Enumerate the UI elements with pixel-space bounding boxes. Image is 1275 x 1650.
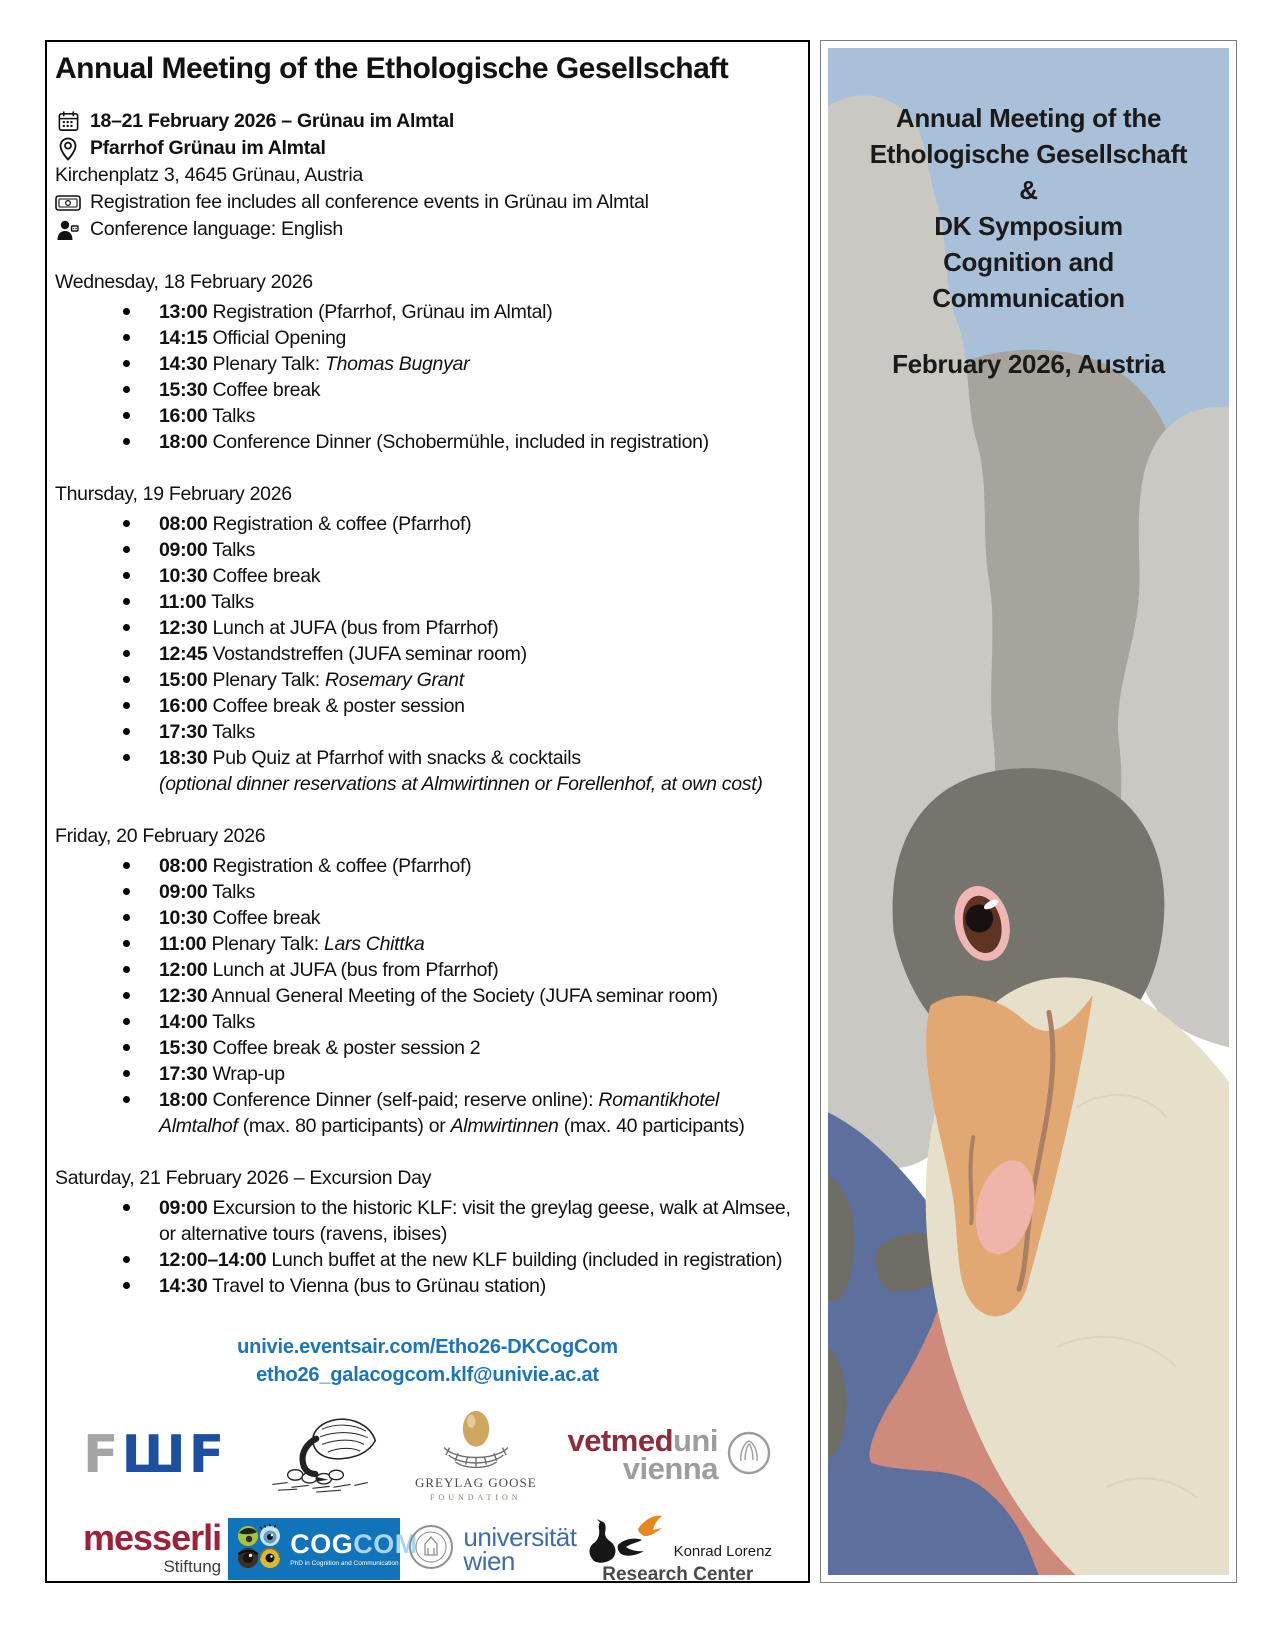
item-text: Talks — [212, 405, 256, 427]
item-time: 15:30 — [159, 379, 208, 401]
schedule-item — [55, 429, 800, 455]
day-item-list — [55, 1195, 800, 1299]
event-meta-row — [55, 108, 800, 135]
schedule-item — [55, 403, 800, 429]
konrad-lorenz-research-center-logo — [584, 1513, 772, 1584]
schedule-item — [55, 1195, 800, 1247]
program-panel — [45, 40, 810, 1583]
item-time: 12:30 — [159, 985, 208, 1007]
item-text: Pub Quiz at Pfarrhof with snacks & cocktails — [212, 747, 581, 769]
schedule-item — [55, 931, 800, 957]
ggf-subtitle: FOUNDATION — [430, 1493, 522, 1502]
item-time: 09:00 — [159, 539, 208, 561]
schedule-item — [55, 1035, 800, 1061]
fwf-letter: F — [83, 1425, 122, 1485]
item-time: 10:30 — [159, 907, 208, 929]
item-time: 11:00 — [159, 933, 207, 955]
cogcom-name-1: COG — [290, 1529, 354, 1559]
item-time: 16:00 — [159, 405, 208, 427]
item-time: 12:00–14:00 — [159, 1249, 267, 1271]
item-text: Lunch buffet at the new KLF building (included in registration) — [271, 1249, 783, 1271]
schedule-day — [55, 481, 800, 797]
day-heading: Friday, 20 February 2026 — [55, 825, 266, 847]
registration-link[interactable]: univie.eventsair.com/Etho26-DKCogCom — [237, 1336, 618, 1358]
schedule-item — [55, 299, 800, 325]
schedule-item — [55, 537, 800, 563]
links-block — [55, 1333, 800, 1389]
event-meta-text: Conference language: English — [90, 218, 343, 240]
item-time: 14:00 — [159, 1011, 208, 1033]
day-item-list — [55, 511, 800, 797]
schedule-item — [55, 745, 800, 797]
poster-title-line: & — [1019, 175, 1038, 205]
day-item-list — [55, 299, 800, 455]
item-time: 14:15 — [159, 327, 208, 349]
schedule-item — [55, 983, 800, 1009]
poster-title-line: Cognition and — [943, 247, 1114, 277]
schedule-item — [55, 377, 800, 403]
schedule-item — [55, 905, 800, 931]
univie-line-1: universität — [463, 1522, 577, 1552]
schedule-item — [55, 511, 800, 537]
item-time: 11:00 — [159, 591, 207, 613]
item-time: 10:30 — [159, 565, 208, 587]
item-text: Coffee break — [212, 565, 321, 587]
item-text: Talks — [212, 881, 256, 903]
poster-title-line: Ethologische Gesellschaft — [869, 139, 1188, 169]
poster-title-line: DK Symposium — [934, 211, 1123, 241]
greylag-goose-foundation-logo — [415, 1408, 537, 1502]
schedule-item — [55, 853, 800, 879]
item-time: 14:30 — [159, 353, 208, 375]
item-text: Conference Dinner (Schobermühle, included in registration) — [212, 431, 709, 453]
schedule — [55, 269, 800, 1299]
univie-seal-icon — [407, 1523, 455, 1576]
schedule-item — [55, 667, 800, 693]
item-time: 09:00 — [159, 881, 208, 903]
item-text: Plenary Talk: — [211, 933, 324, 955]
banknote-icon — [55, 193, 81, 213]
schedule-item — [55, 563, 800, 589]
event-meta-row — [55, 135, 800, 162]
greylag-goose-drawing — [258, 1412, 384, 1499]
sponsor-logos-row-1 — [55, 1411, 800, 1502]
item-text: Coffee break & poster session 2 — [212, 1037, 481, 1059]
cogcom-eyes-icon — [236, 1524, 282, 1575]
schedule-item — [55, 1273, 800, 1299]
item-text: Plenary Talk: — [212, 353, 325, 375]
item-text: Talks — [212, 721, 256, 743]
item-time: 15:00 — [159, 669, 208, 691]
item-text: (max. 40 participants) — [558, 1115, 745, 1137]
item-time: 08:00 — [159, 855, 208, 877]
page-title: Annual Meeting of the Ethologische Gesellschaft — [55, 52, 729, 85]
schedule-item — [55, 1247, 800, 1273]
schedule-item — [55, 693, 800, 719]
day-heading: Saturday, 21 February 2026 – Excursion Day — [55, 1167, 432, 1189]
event-meta-text: Kirchenplatz 3, 4645 Grünau, Austria — [55, 164, 363, 186]
uni-text: uni — [673, 1423, 718, 1458]
klf-geese-icon — [584, 1513, 670, 1570]
item-text: Travel to Vienna (bus to Grünau station) — [212, 1275, 546, 1297]
fwf-logo — [83, 1425, 228, 1485]
item-time: 18:00 — [159, 1089, 208, 1111]
item-text: Annual General Meeting of the Society (JUFA seminar room) — [211, 985, 718, 1007]
goose-illustration — [828, 48, 1229, 1575]
schedule-item — [55, 325, 800, 351]
poster-title-lines — [828, 100, 1229, 316]
item-time: 18:00 — [159, 431, 208, 453]
vetmeduni-vienna-logo — [567, 1423, 772, 1486]
item-time: 12:00 — [159, 959, 208, 981]
contact-email-link[interactable]: etho26_galacogcom.klf@univie.ac.at — [256, 1364, 599, 1386]
schedule-item — [55, 615, 800, 641]
klf-subtitle: Research Center — [602, 1563, 754, 1583]
poster-date: February 2026, Austria — [892, 349, 1165, 379]
item-text: Talks — [211, 591, 255, 613]
item-text: Registration & coffee (Pfarrhof) — [212, 513, 472, 535]
schedule-item — [55, 957, 800, 983]
item-text: Wrap-up — [212, 1063, 285, 1085]
schedule-item — [55, 1061, 800, 1087]
poster-title — [828, 100, 1229, 382]
language-icon — [55, 218, 81, 242]
day-item-list — [55, 853, 800, 1139]
cogcom-logo — [228, 1518, 418, 1580]
klf-name: Konrad Lorenz — [673, 1542, 772, 1560]
item-text: Registration & coffee (Pfarrhof) — [212, 855, 472, 877]
item-text: Almwirtinnen — [450, 1115, 559, 1137]
location-pin-icon — [55, 137, 81, 161]
event-meta-row — [55, 216, 800, 243]
universitaet-wien-logo — [407, 1523, 576, 1576]
cogcom-name-2: COM — [353, 1529, 418, 1559]
poster-title-line: Annual Meeting of the — [895, 103, 1162, 133]
sponsor-logos-row-2 — [55, 1507, 800, 1583]
schedule-item — [55, 351, 800, 377]
cogcom-subtitle: PhD in Cognition and Communication — [290, 1560, 399, 1567]
item-text: Lars Chittka — [323, 933, 425, 955]
messerli-stiftung-logo — [83, 1517, 222, 1577]
messerli-name: messerli — [83, 1517, 222, 1558]
item-time: 17:30 — [159, 1063, 208, 1085]
item-time: 15:30 — [159, 1037, 208, 1059]
item-note: (optional dinner reservations at Almwirtinnen or Forellenhof, at own cost) — [159, 773, 763, 795]
item-time: 12:30 — [159, 617, 208, 639]
item-text: Plenary Talk: — [212, 669, 325, 691]
schedule-item — [55, 719, 800, 745]
item-text: Talks — [212, 1011, 256, 1033]
item-time: 09:00 — [159, 1197, 208, 1219]
item-text: Lunch at JUFA (bus from Pfarrhof) — [212, 617, 499, 639]
ggf-name: GREYLAG GOOSE — [414, 1475, 537, 1490]
schedule-item — [55, 641, 800, 667]
messerli-subtitle: Stiftung — [163, 1557, 222, 1576]
vetmed-seal-icon — [726, 1430, 772, 1481]
event-meta-row — [55, 189, 800, 216]
item-time: 08:00 — [159, 513, 208, 535]
event-meta-row — [55, 162, 800, 189]
item-text: Conference Dinner (self-paid; reserve online): — [212, 1089, 599, 1111]
poster-title-line: Communication — [932, 283, 1125, 313]
fwf-letter: Ш — [121, 1425, 189, 1485]
item-text: Coffee break — [212, 907, 321, 929]
item-text: Romantikhotel Almtalhof — [159, 1089, 720, 1137]
item-text: Talks — [212, 539, 256, 561]
fwf-letter: F — [188, 1425, 228, 1485]
schedule-day — [55, 1165, 800, 1299]
schedule-item — [55, 879, 800, 905]
event-meta-text: 18–21 February 2026 – Grünau im Almtal — [90, 110, 454, 132]
event-meta-text: Pfarrhof Grünau im Almtal — [90, 137, 326, 159]
schedule-day — [55, 823, 800, 1139]
vetmed-text: vetmed — [567, 1423, 673, 1458]
item-text: Coffee break & poster session — [212, 695, 465, 717]
item-time: 16:00 — [159, 695, 208, 717]
item-time: 17:30 — [159, 721, 208, 743]
schedule-item — [55, 1009, 800, 1035]
day-heading: Wednesday, 18 February 2026 — [55, 271, 313, 293]
item-time: 18:30 — [159, 747, 208, 769]
item-text: Thomas Bugnyar — [325, 353, 470, 375]
item-text: (max. 80 participants) or — [237, 1115, 451, 1137]
item-time: 12:45 — [159, 643, 208, 665]
item-text: Rosemary Grant — [325, 669, 464, 691]
item-text: Official Opening — [212, 327, 347, 349]
univie-line-2: wien — [463, 1546, 515, 1576]
schedule-item — [55, 589, 800, 615]
event-meta-list — [55, 108, 800, 243]
item-text: Lunch at JUFA (bus from Pfarrhof) — [212, 959, 499, 981]
event-meta-text: Registration fee includes all conference events in Grünau im Almtal — [90, 191, 649, 213]
day-heading: Thursday, 19 February 2026 — [55, 483, 292, 505]
schedule-item — [55, 1087, 800, 1139]
calendar-icon — [55, 110, 81, 133]
vienna-text: vienna — [622, 1451, 718, 1486]
item-text: Excursion to the historic KLF: visit the greylag geese, walk at Almsee, or alternative tours (ravens, ibises) — [159, 1197, 791, 1245]
item-text: Coffee break — [212, 379, 321, 401]
item-time: 14:30 — [159, 1275, 208, 1297]
item-text: Registration (Pfarrhof, Grünau im Almtal) — [212, 301, 553, 323]
item-time: 13:00 — [159, 301, 208, 323]
poster-panel — [820, 40, 1237, 1583]
item-text: Vostandstreffen (JUFA seminar room) — [212, 643, 527, 665]
schedule-day — [55, 269, 800, 455]
